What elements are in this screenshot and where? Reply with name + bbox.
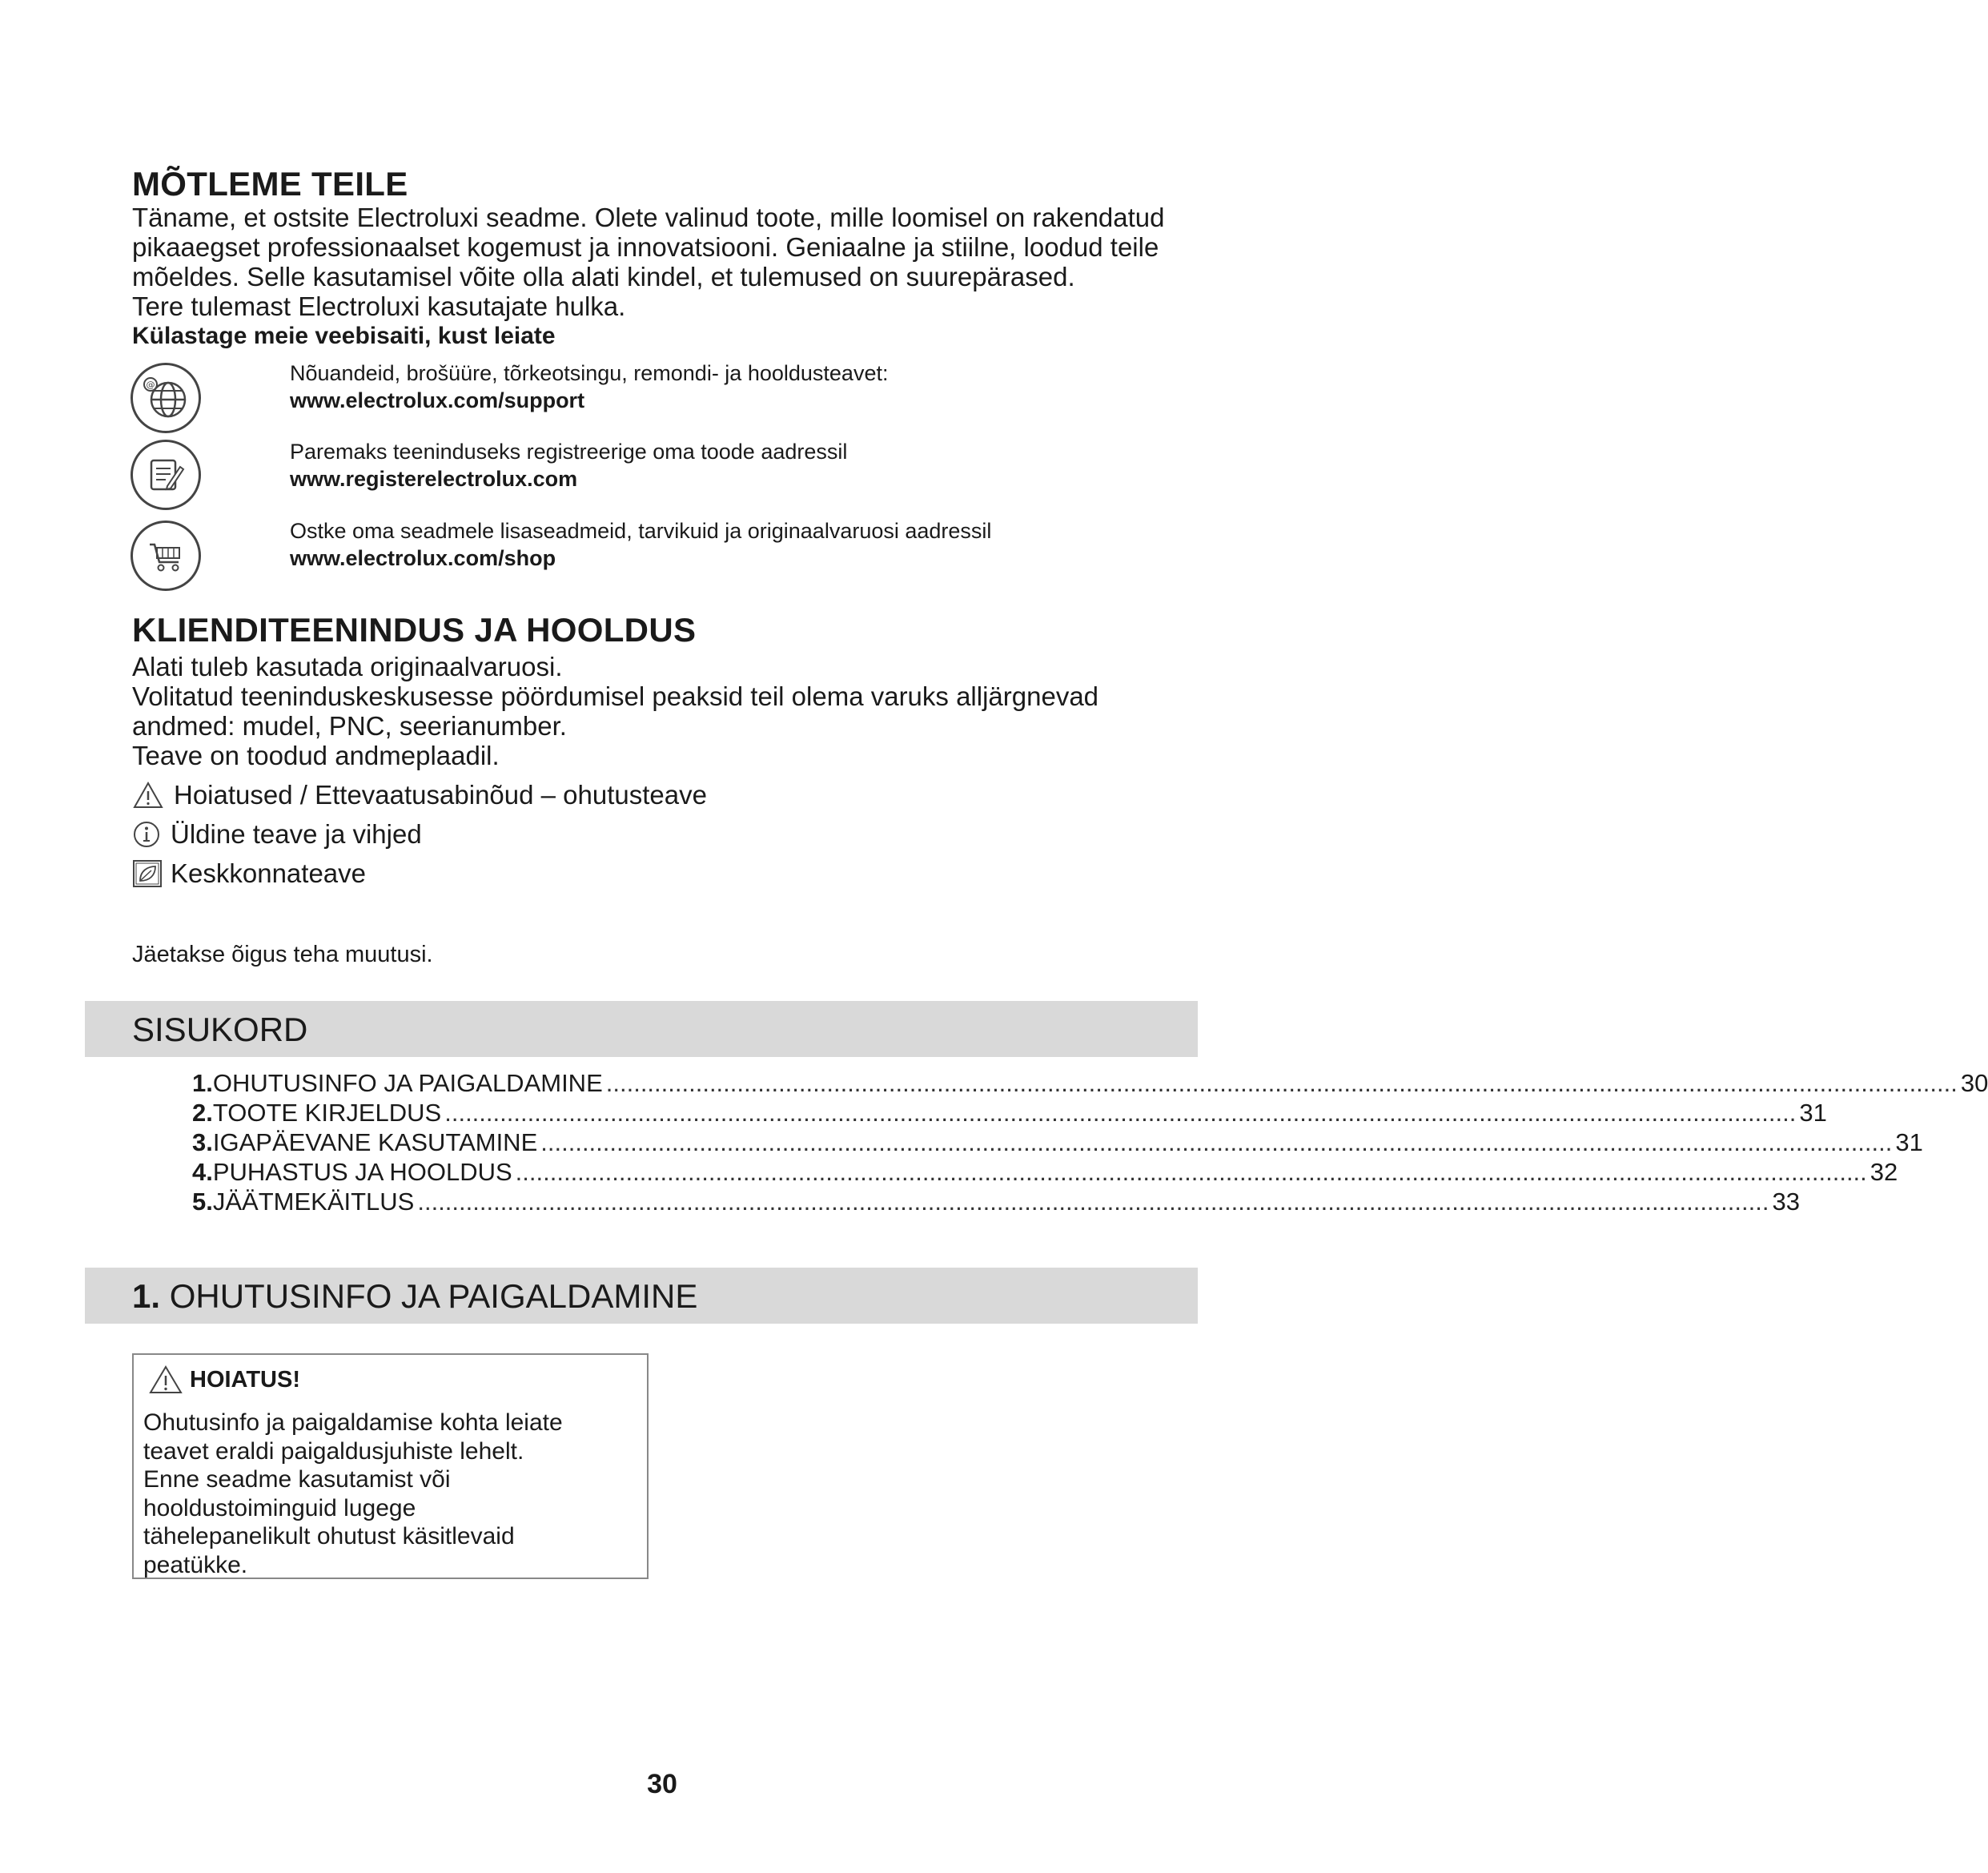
disclaimer: Jäetakse õigus teha muutusi. — [132, 942, 433, 967]
toc-item-number: 2. — [192, 1099, 213, 1127]
warning-label: HOIATUS! — [190, 1366, 301, 1393]
visit-label: Külastage meie veebisaiti, kust leiate — [132, 323, 556, 349]
register-link[interactable]: www.registerelectrolux.com — [290, 467, 578, 491]
warning-icon — [132, 781, 164, 810]
warning-line: peatükke. — [143, 1551, 248, 1578]
service-line: Teave on toodud andmeplaadil. — [132, 741, 500, 770]
toc-item-number: 4. — [192, 1158, 213, 1186]
symbol-row — [132, 777, 707, 814]
welcome-line: Täname, et ostsite Electroluxi seadme. Olete valinud toote, mille loomisel on rakendatud — [132, 203, 1165, 232]
warning-line: Ohutusinfo ja paigaldamise kohta leiate — [143, 1409, 563, 1436]
shop-text: Ostke oma seadmele lisaseadmeid, tarvikuid ja originaalvaruosi aadressil — [290, 519, 992, 543]
toc-item[interactable] — [192, 1069, 1988, 1099]
shop-link[interactable]: www.electrolux.com/shop — [290, 546, 556, 570]
welcome-line: pikaaegset professionaalset kogemust ja innovatsiooni. Geniaalne ja stiilne, loodud teile — [132, 232, 1159, 262]
warning-icon — [148, 1365, 183, 1395]
welcome-line: Tere tulemast Electroluxi kasutajate hulka. — [132, 291, 626, 321]
toc-item-title: PUHASTUS JA HOOLDUS — [212, 1158, 512, 1186]
symbol-row — [132, 816, 707, 853]
toc-item[interactable] — [192, 1128, 1923, 1158]
page-number: 30 — [647, 1769, 677, 1799]
register-icon — [131, 440, 201, 510]
globe-icon — [131, 363, 201, 433]
toc-item-number: 1. — [192, 1069, 213, 1097]
section-number: 1. — [132, 1277, 161, 1315]
service-line: andmed: mudel, PNC, seerianumber. — [132, 711, 567, 741]
support-link[interactable]: www.electrolux.com/support — [290, 388, 585, 412]
warning-text — [143, 1409, 563, 1579]
service-line: Volitatud teeninduskeskusesse pöördumisel peaksid teil olema varuks alljärgnevad — [132, 681, 1099, 711]
symbol-label: Üldine teave ja vihjed — [171, 819, 422, 849]
toc-leader: .................................................................................................................................................................................................... — [417, 1188, 1769, 1216]
toc-item-title: TOOTE KIRJELDUS — [212, 1099, 442, 1127]
warning-line: teavet eraldi paigaldusjuhiste lehelt. — [143, 1437, 524, 1465]
support-text: Nõuandeid, brošüüre, tõrkeotsingu, remondi- ja hooldusteavet: — [290, 361, 889, 385]
leaf-icon — [132, 859, 163, 888]
toc-leader: .................................................................................................................................................................................................... — [605, 1069, 1958, 1097]
service-heading: KLIENDITEENINDUS JA HOOLDUS — [132, 611, 697, 649]
toc-item-page: 31 — [1799, 1099, 1827, 1127]
toc-item[interactable] — [192, 1188, 1800, 1217]
svg-text:@: @ — [146, 380, 155, 390]
register-text: Paremaks teeninduseks registreerige oma toode aadressil — [290, 440, 848, 464]
toc-list — [192, 1069, 1988, 1217]
warning-header — [145, 1365, 300, 1395]
symbol-legend — [132, 777, 707, 892]
section-heading — [132, 1277, 697, 1316]
toc-item-page: 30 — [1960, 1069, 1988, 1097]
symbol-label: Keskkonnateave — [171, 858, 367, 888]
warning-line: Enne seadme kasutamist või — [143, 1466, 451, 1493]
symbol-row — [132, 855, 707, 892]
warning-box — [132, 1353, 649, 1579]
toc-item-page: 33 — [1772, 1188, 1800, 1216]
warning-line: tähelepanelikult ohutust käsitlevaid — [143, 1523, 515, 1549]
info-icon — [132, 820, 161, 849]
toc-item-number: 5. — [192, 1188, 213, 1216]
toc-item-title: JÄÄTMEKÄITLUS — [212, 1188, 415, 1216]
welcome-heading: MÕTLEME TEILE — [132, 165, 408, 203]
toc-item-title: IGAPÄEVANE KASUTAMINE — [212, 1128, 538, 1156]
warning-line: hooldustoiminguid lugege — [143, 1494, 416, 1521]
toc-item[interactable] — [192, 1158, 1898, 1188]
toc-leader: .................................................................................................................................................................................................... — [540, 1128, 1893, 1156]
toc-heading: SISUKORD — [132, 1011, 308, 1048]
toc-item-number: 3. — [192, 1128, 213, 1156]
toc-leader: .................................................................................................................................................................................................... — [515, 1158, 1867, 1186]
section-title: OHUTUSINFO JA PAIGALDAMINE — [169, 1277, 698, 1315]
toc-item-page: 32 — [1870, 1158, 1898, 1186]
cart-icon — [131, 521, 201, 591]
service-text — [132, 652, 1205, 770]
toc-leader: .................................................................................................................................................................................................... — [444, 1099, 1797, 1127]
symbol-label: Hoiatused / Ettevaatusabinõud – ohutusteave — [174, 780, 707, 810]
toc-item-title: OHUTUSINFO JA PAIGALDAMINE — [212, 1069, 603, 1097]
toc-band — [85, 1001, 1198, 1057]
toc-item[interactable] — [192, 1099, 1827, 1128]
toc-item-page: 31 — [1895, 1128, 1923, 1156]
section-band — [85, 1268, 1198, 1324]
service-line: Alati tuleb kasutada originaalvaruosi. — [132, 652, 563, 681]
welcome-text — [132, 203, 1205, 321]
welcome-line: mõeldes. Selle kasutamisel võite olla alati kindel, et tulemused on suurepärased. — [132, 262, 1075, 291]
